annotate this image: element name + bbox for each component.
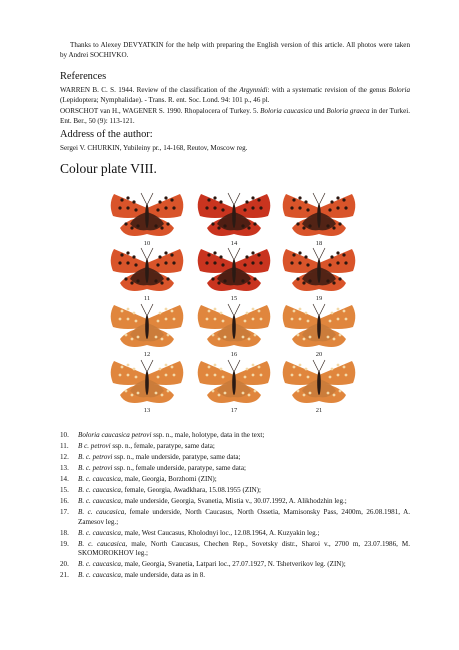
butterfly-specimen-11 xyxy=(108,245,186,297)
caption-item: 21. B. c. caucasica, male underside, data as in 8. xyxy=(60,571,206,579)
caption-item: 19. B. c. caucasica, male, North Caucasus, Chechen Rep., Sovetsky distr., Sharoi v., 2700 m, 23.07.1986, M. SKOMOROKHOV leg.; xyxy=(60,539,410,557)
plate-label: 10 xyxy=(143,240,151,247)
plate-label: 19 xyxy=(315,295,323,302)
plate-label: 20 xyxy=(315,351,323,358)
caption-item: 16. B. c. caucasica, male underside, Georgia, Svanetia, Mistia v., 30.07.1992, A. Alikhodzhin leg.; xyxy=(60,497,347,505)
plate-label: 17 xyxy=(230,407,238,414)
plate-title: Colour plate VIII. xyxy=(60,161,157,176)
reference-oorschot: OORSCHOT van H., WAGENER S. 1990. Rhopalocera of Turkey. 5. Boloria caucasica und Boloria graeca in der Turkei. Ent. Ber., 50 (9): 113-121. xyxy=(60,107,410,125)
butterfly-specimen-13 xyxy=(108,357,186,409)
caption-item: 18. B. c. caucasica, male, West Caucasus, Kholodnyi loc., 12.08.1964, A. Kuzyakin leg.; xyxy=(60,528,320,537)
butterfly-specimen-15 xyxy=(195,245,273,297)
author-address: Sergei V. CHURKIN, Yubileiny pr., 14-168, Reutov, Moscow reg. xyxy=(60,144,248,152)
butterfly-specimen-16 xyxy=(195,301,273,353)
reference-warren: WARREN B. C. S. 1944. Review of the classification of the Argynnidi: with a systematic revision of the genus Boloria (Lepidoptera; Nymphalidae). - Trans. R. ent. Soc. Lond. 94: 101 p., 46 pl. xyxy=(60,86,410,104)
references-heading: References xyxy=(60,71,107,82)
caption-item: 20. B. c. caucasica, male, Georgia, Svanetia, Latpari loc., 27.07.1927, N. Tshetverikov leg. (ZIN); xyxy=(60,560,346,568)
plate-label: 15 xyxy=(230,295,238,302)
caption-item: 10. Boloria caucasica petrovi ssp. n., male, holotype, data in the text; xyxy=(60,431,265,439)
caption-item: 11. B c. petrovi ssp. n., female, paratype, same data; xyxy=(60,442,215,450)
caption-item: 12. B. c. petrovi ssp. n., male underside, paratype, same data; xyxy=(60,453,241,461)
butterfly-specimen-19 xyxy=(280,245,358,297)
plate-label: 13 xyxy=(143,407,151,414)
plate-label: 11 xyxy=(143,295,151,302)
caption-item: 17. B. c. caucasica, female underside, North Caucasus, North Ossetia, Mamisonsky Pass, 2400m, 26.08.1981, A. Zamesov leg.; xyxy=(60,508,410,526)
caption-list xyxy=(60,431,410,582)
colour-plate xyxy=(108,190,360,415)
address-heading: Address of the author: xyxy=(60,129,153,140)
caption-item: 15. B. c. caucasica, female, Georgia, Awadkhara, 15.08.1955 (ZIN); xyxy=(60,486,262,494)
butterfly-specimen-20 xyxy=(280,301,358,353)
caption-item: 13. B. c. petrovi ssp. n., female underside, paratype, same data; xyxy=(60,464,246,472)
butterfly-specimen-21 xyxy=(280,357,358,409)
plate-label: 12 xyxy=(143,351,151,358)
caption-item: 14. B. c. caucasica, male, Georgia, Borzhomi (ZIN); xyxy=(60,475,217,483)
butterfly-specimen-18 xyxy=(280,190,358,242)
butterfly-specimen-17 xyxy=(195,357,273,409)
butterfly-specimen-14 xyxy=(195,190,273,242)
butterfly-specimen-10 xyxy=(108,190,186,242)
butterfly-specimen-12 xyxy=(108,301,186,353)
plate-label: 21 xyxy=(315,407,323,414)
plate-label: 14 xyxy=(230,240,238,247)
plate-label: 16 xyxy=(230,351,238,358)
plate-label: 18 xyxy=(315,240,323,247)
acknowledgement: Thanks to Alexey DEVYATKIN for the help with preparing the English version of this article. All photos were taken by Andrei SOCHIVKO. xyxy=(60,41,410,59)
